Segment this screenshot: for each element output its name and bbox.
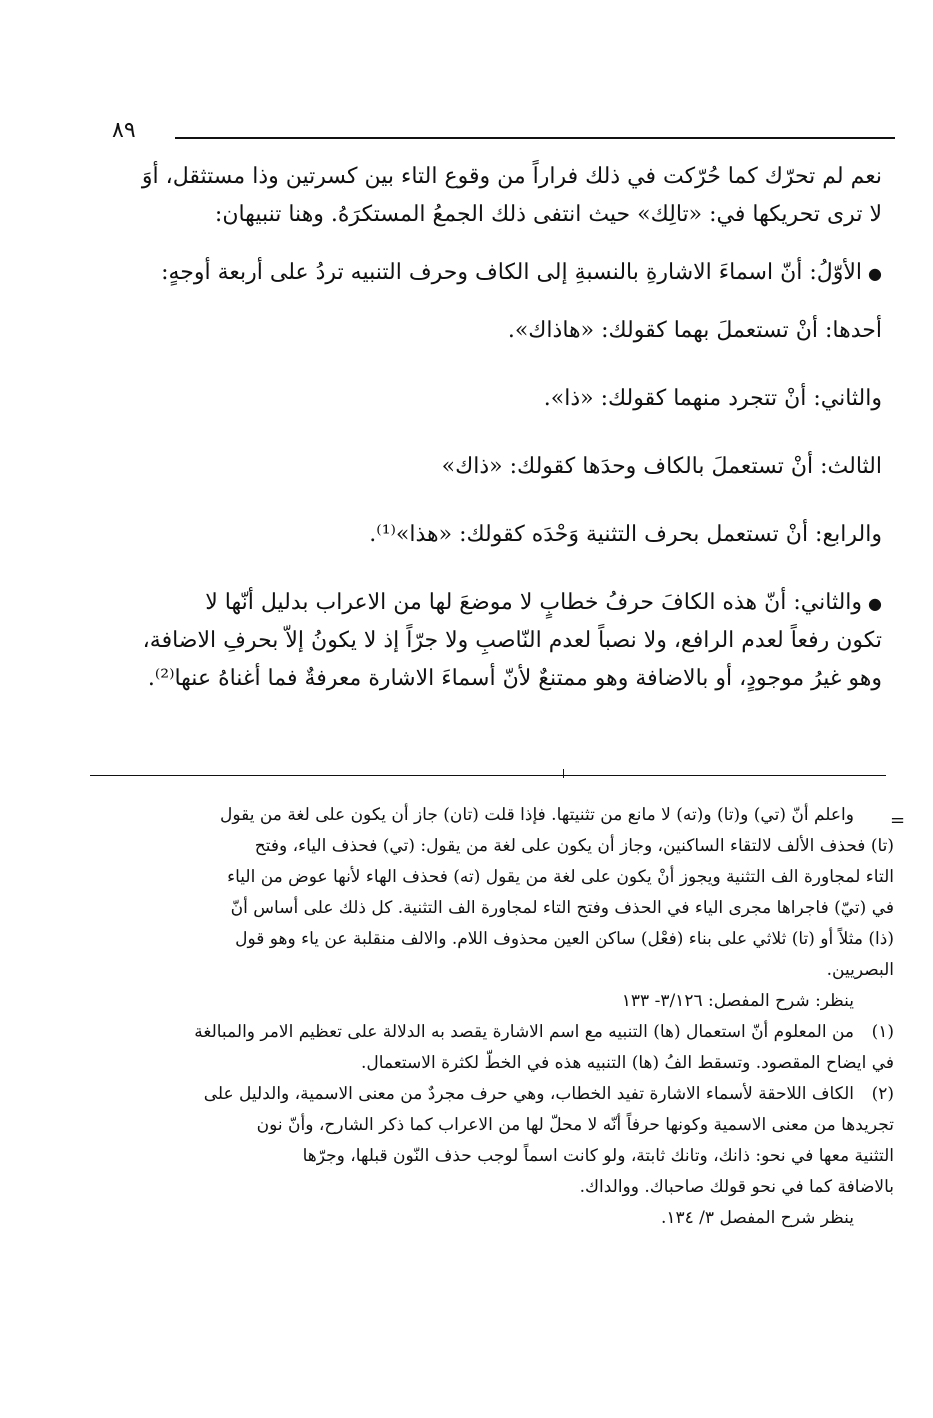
note-line: التاء لمجاورة الف التثنية ويجوز أنْ يكون على لغة من يقول (ته) فحذف الهاء لأنها عوض من الياء	[227, 867, 894, 887]
footnote-number: (١)	[871, 1022, 894, 1042]
footnote-2	[52, 1079, 894, 1110]
footnote-1	[52, 1017, 894, 1048]
note-line: (تا) فحذف الألف لالتقاء الساكنين، وجاز أن يكون على لغة من يقول: (تي) فحذف الياء، وفتح	[254, 836, 894, 856]
reference-line: ينظر: شرح المفصل: ٣/١٢٦- ١٣٣	[621, 991, 854, 1011]
note-line: في (تيّ) فاجراها مجرى الياء في الحذف وفتح التاء لمجاورة الف التثنية. كل ذلك على أساس أنّ	[230, 898, 894, 918]
footnote-number: (٢)	[871, 1084, 894, 1104]
page-number: ٨٩	[112, 118, 136, 143]
bullet-icon: ●	[868, 264, 882, 283]
main-line: وهو غيرُ موجودٍ، أو بالاضافة وهو ممتنعٌ لأنّ أسماءَ الاشارة معرفةٌ فما أغناهُ عنها⁽²⁾.	[147, 666, 882, 691]
note-line: واعلم أنّ (تي) و(تا) و(ته) لا مانع من تثنيتها. فإذا قلت (تان) جاز أن يكون على لغة من يقول	[220, 805, 854, 825]
note-line: الكاف اللاحقة لأسماء الاشارة تفيد الخطاب، وهي حرف مجردٌ من معنى الاسمية، والدليل على	[203, 1084, 854, 1104]
main-line: نعم لم تحرّك كما حُرّكت في ذلك فراراً من وقوع التاء بين كسرتين وذا مستثقل، أوَ	[141, 164, 882, 189]
main-line: الأوّلُ: أنّ اسماءَ الاشارةِ بالنسبةِ إلى الكاف وحرف التنبيه تردُ على أربعة أوجهٍ:	[161, 260, 863, 285]
note-line: في ايضاح المقصود. وتسقط الفُ (ها) التنبيه هذه في الخطّ لكثرة الاستعمال.	[360, 1053, 894, 1073]
main-line: لا ترى تحريكها في: «تالِك» حيث انتفى ذلك الجمعُ المستكرَهُ. وهنا تنبيهان:	[214, 202, 882, 227]
footnotes	[52, 800, 894, 1234]
note-line: من المعلوم أنّ استعمال (ها) التنبيه مع اسم الاشارة يقصد به الدلالة على تعظيم الامر والمبالغة	[194, 1022, 854, 1042]
note-line: بالاضافة كما في نحو قولك صاحباك. ووالداك.	[579, 1177, 894, 1197]
main-line: والثاني: أنّ هذه الكافَ حرفُ خطابٍ لا موضعَ لها من الاعراب بدليل أنّها لا	[205, 590, 863, 615]
bullet-icon: ●	[868, 594, 882, 613]
note-line: تجريدها من معنى الاسمية وكونها حرفاً أنّه لا محلّ لها من الاعراب كما ذكر الشارح، وأنّ نون	[256, 1115, 894, 1135]
main-text	[60, 158, 882, 698]
footnote-separator	[90, 775, 886, 776]
main-line: تكون رفعاً لعدم الرافع، ولا نصباً لعدم النّاصبِ ولا جرّاً إذ لا يكونُ إلاّ بحرفِ الاضافة،	[142, 628, 882, 653]
main-line: أحدها: أنْ تستعملَ بهما كقولك: «هاذاك».	[507, 318, 882, 343]
note-line: التثنية معها في نحو: ذانك، وتانك ثابتة، ولو كانت اسماً لوجب حذف النّون قبلها، وجرّها	[302, 1146, 894, 1166]
note-line: البصريين.	[826, 960, 894, 980]
continuation-mark: =	[890, 810, 906, 831]
header-rule	[175, 137, 895, 139]
separator-tick	[563, 769, 564, 778]
note-line: (ذا) مثلاً أو (تا) ثلاثي على بناء (فعْل) ساكن العين محذوف اللام. والالف منقلبة عن ياء وهو قول	[235, 929, 894, 949]
main-line: والثاني: أنْ تتجرد منهما كقولك: «ذا».	[543, 386, 882, 411]
reference-line: ينظر شرح المفصل ٣/ ١٣٤.	[660, 1208, 854, 1228]
first-note-heading	[60, 254, 882, 292]
main-line: والرابع: أنْ تستعمل بحرف التثنية وَحْدَه كقولك: «هذا»⁽¹⁾.	[369, 522, 882, 547]
main-line: الثالث: أنْ تستعملَ بالكاف وحدَها كقولك: «ذاك»	[441, 454, 882, 479]
second-note-heading	[60, 584, 882, 622]
